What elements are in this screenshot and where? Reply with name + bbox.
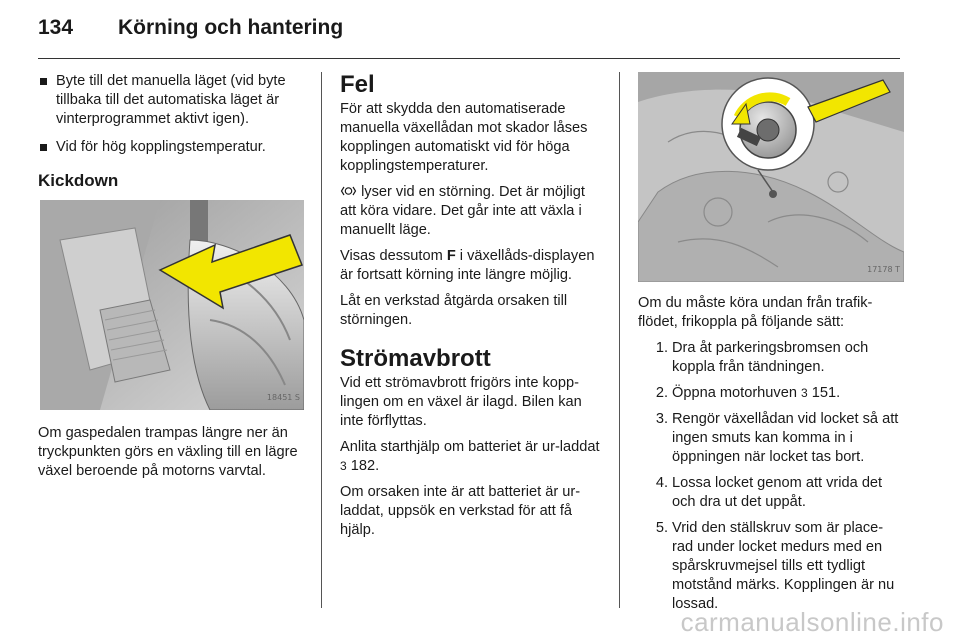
page-header bbox=[38, 16, 343, 46]
column-divider-left bbox=[321, 72, 322, 608]
bullet-item: Byte till det manuella läget (vid byte tillbaka till det automatiska läget är vinterprogrammet aktivt igen). bbox=[38, 72, 306, 129]
figure-code: 18451 S bbox=[266, 393, 300, 402]
page-number: 134 bbox=[38, 16, 74, 39]
display-letter: F bbox=[446, 248, 456, 264]
page-reference[interactable]: 151. bbox=[811, 385, 841, 401]
watermark: carmanualsonline.info bbox=[680, 607, 944, 637]
list-item: 1. Dra åt parkeringsbromsen och koppla från tändningen. bbox=[655, 340, 869, 375]
bullet-square-icon bbox=[40, 78, 47, 85]
stromavbrott-heading: Strömavbrott bbox=[340, 345, 491, 372]
fel-paragraph-4: Låt en verkstad åtgärda orsaken till störningen. bbox=[340, 293, 568, 328]
header-rule bbox=[38, 58, 900, 59]
release-intro: Om du måste köra undan från trafik-flödet, frikoppla på följande sätt: bbox=[638, 295, 873, 330]
strom-paragraph-2: Anlita starthjälp om batteriet är ur-laddat 3 182. bbox=[340, 439, 600, 474]
bullet-square-icon bbox=[40, 144, 47, 151]
kickdown-pedal-illustration bbox=[40, 200, 304, 410]
pedal-drawing bbox=[40, 200, 304, 410]
kickdown-text: Om gaspedalen trampas längre ner än tryckpunkten görs en växling till en lägre växel beroende på motorns varvtal. bbox=[38, 425, 298, 479]
bullet-item: Vid för hög kopplingstemperatur. bbox=[38, 138, 306, 157]
strom-paragraph-3: Om orsaken inte är att batteriet är ur-laddat, uppsök en verkstad för att få hjälp. bbox=[340, 484, 581, 538]
running-title: Körning och hantering bbox=[118, 16, 344, 39]
list-item: 2. Öppna motorhuven 3 151. bbox=[655, 385, 841, 401]
page-reference-icon: 3 bbox=[340, 459, 347, 473]
figure-code: 17178 T bbox=[867, 265, 900, 274]
fel-paragraph-1: För att skydda den automatiserade manuella växellådan mot skador låses kopplingen automatiskt vid för höga kopplingstemperaturer. bbox=[340, 101, 588, 174]
column-divider-right bbox=[619, 72, 620, 608]
kickdown-heading: Kickdown bbox=[38, 171, 119, 190]
warning-lamp-icon bbox=[340, 185, 357, 197]
gearbox-cover-illustration bbox=[638, 72, 904, 282]
column-3 bbox=[638, 72, 900, 621]
gearbox-drawing bbox=[638, 72, 904, 282]
column-2 bbox=[340, 72, 604, 547]
release-steps bbox=[638, 339, 900, 614]
fel-paragraph-2: lyser vid en störning. Det är möjligt att köra vidare. Det går inte att växla i manuellt läge. bbox=[340, 184, 585, 238]
column-1 bbox=[38, 72, 306, 488]
page-reference-icon: 3 bbox=[801, 386, 808, 400]
strom-paragraph-1: Vid ett strömavbrott frigörs inte kopp-lingen om en växel är ilagd. Bilen kan inte förflyttas. bbox=[340, 375, 582, 429]
fel-paragraph-3: Visas dessutom F i växellåds-displayen är fortsatt körning inte längre möjlig. bbox=[340, 248, 595, 283]
page-reference[interactable]: 182. bbox=[350, 458, 380, 474]
fel-heading: Fel bbox=[340, 71, 375, 98]
list-item: 4. Lossa locket genom att vrida det och dra ut det uppåt. bbox=[655, 475, 883, 510]
list-item: 5. Vrid den ställskruv som är place-rad under locket medurs med en spårskruvmejsel tills ett tydligt motstånd märks. Kopplingen är nu lossad. bbox=[655, 520, 895, 612]
list-item: 3. Rengör växellådan vid locket så att ingen smuts kan komma in i öppningen när locket tas bort. bbox=[655, 411, 899, 465]
